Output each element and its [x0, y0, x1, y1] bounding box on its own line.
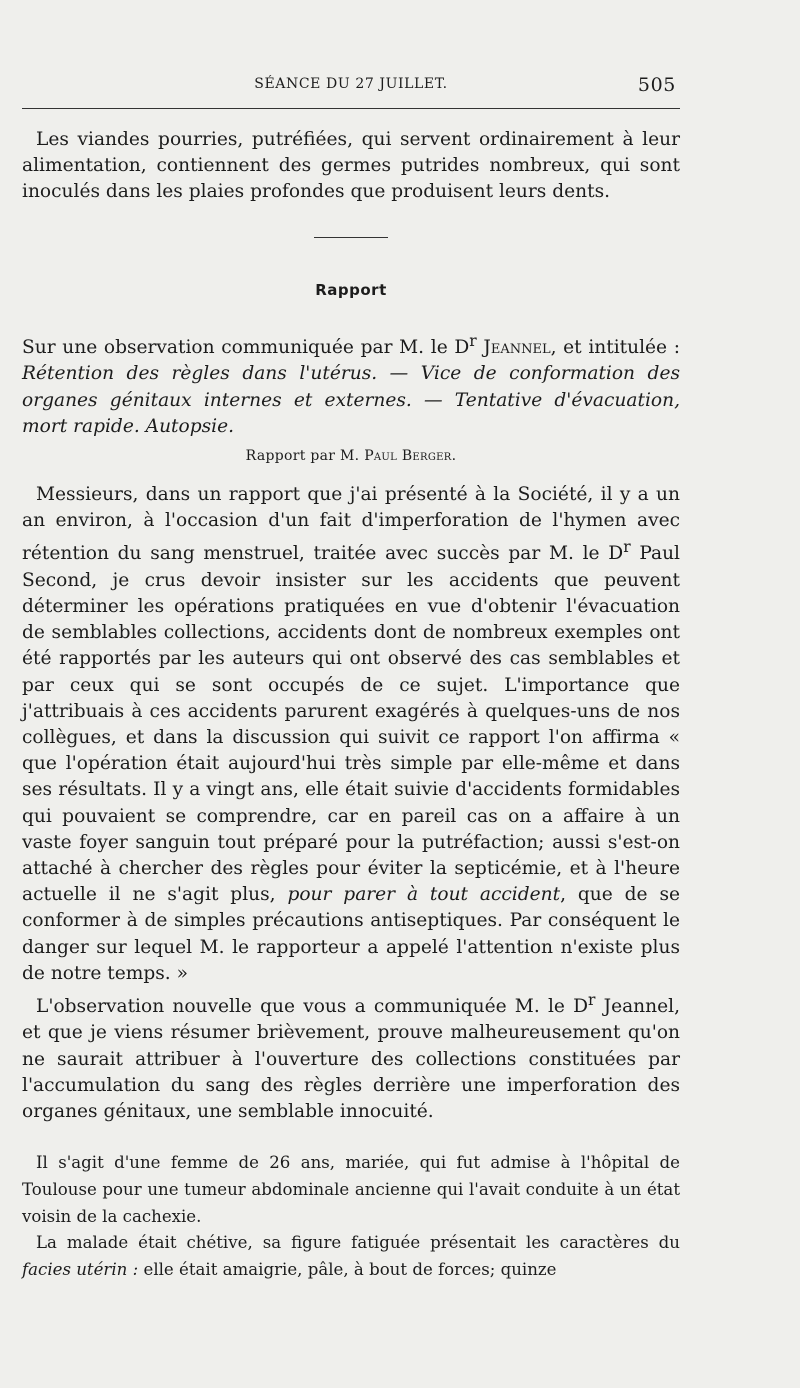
intro-block [22, 127, 680, 206]
report-title-lead: Sur une observation communiquée par M. le D [22, 337, 470, 359]
section-divider [314, 237, 388, 238]
running-title: SÉANCE DU 27 JUILLET. [254, 76, 448, 92]
reporter-name: Paul Berger. [364, 448, 457, 464]
case2-italic: facies utérin : [22, 1260, 139, 1280]
report-title-block [22, 328, 680, 440]
page-number: 505 [637, 74, 676, 96]
case-paragraph-2 [22, 1230, 680, 1284]
body-paragraph-1 [22, 482, 680, 987]
body-block [22, 482, 680, 1125]
p1-part-a: Messieurs, dans un rapport que j'ai présenté à la Société, il y a un an environ, à l'occasion d'un fait d'imperforation de l'hymen avec rétention du sang menstruel, traitée avec succès par M. le D [22, 484, 680, 565]
report-title-mid: , et intitulée : [550, 337, 680, 359]
intro-paragraph: Les viandes pourries, putréfiées, qui servent ordinairement à leur alimentation, contiennent des germes putrides nombreux, qui sont inoculés dans les plaies profondes que produisent leurs dents. [22, 129, 680, 203]
report-title [22, 328, 680, 440]
report-title-italic: Rétention des règles dans l'utérus. — Vice de conformation des organes génitaux internes et externes. — Tentative d'évacuation, mort rapide. Autopsie. [22, 363, 680, 437]
section-heading: Rapport [315, 281, 387, 299]
case2-part-b: elle était amaigrie, pâle, à bout de forces; quinze [138, 1260, 557, 1280]
p1-part-c: , que de se conformer à de simples précautions antiseptiques. Par conséquent le danger sur lequel M. le rapporteur a appelé l'attention n'existe plus de notre temps. » [22, 884, 680, 984]
report-title-author: Jeannel [483, 337, 551, 359]
case-paragraph-1: Il s'agit d'une femme de 26 ans, mariée, qui fut admise à l'hôpital de Toulouse pour une tumeur abdominale ancienne qui l'avait conduite à un état voisin de la cachexie. [22, 1153, 680, 1226]
running-head [22, 76, 680, 98]
p1-sup: r [623, 538, 631, 557]
case-block [22, 1150, 680, 1284]
body-paragraph-2 [22, 987, 680, 1125]
p2-sup: r [588, 991, 596, 1010]
case2-part-a: La malade était chétive, sa figure fatiguée présentait les caractères du [36, 1233, 680, 1253]
reporter-line [22, 448, 680, 464]
reporter-lead: Rapport par M. [245, 448, 365, 464]
p2-part-a: L'observation nouvelle que vous a communiquée M. le D [36, 996, 589, 1018]
p2-part-b: Jeannel, et que je viens résumer brièvement, prouve malheureusement qu'on ne saurait attribuer à l'ouverture des collections constituées par l'accumulation du sang des règles derrière une imperforation des organes génitaux, une semblable innocuité. [22, 996, 680, 1123]
p1-italic: pour parer à tout accident [287, 884, 561, 906]
p1-part-b: Paul Second, je crus devoir insister sur les accidents que peuvent déterminer les opérations pratiquées en vue d'obtenir l'évacuation de semblables collections, accidents dont de nombreux exemples ont été rapportés par les auteurs qui ont observé des cas semblables et par ceux qui se sont occupés de ce sujet. L'importance que j'attribuais à ces accidents parurent exagérés à quelques-uns de nos collègues, et dans la discussion qui suivit ce rapport l'on affirma « que l'opération était aujourd'hui très simple par elle-même et dans ses résultats. Il y a vingt ans, elle était suivie d'accidents formidables qui pouvaient se comprendre, car en pareil cas on a affaire à un vaste foyer sanguin tout préparé pour la putréfaction; aussi s'est-on attaché à chercher des règles pour éviter la septicémie, et à l'heure actuelle il ne s'agit plus, [22, 543, 680, 906]
header-rule [22, 108, 680, 109]
report-title-sup: r [469, 332, 477, 350]
